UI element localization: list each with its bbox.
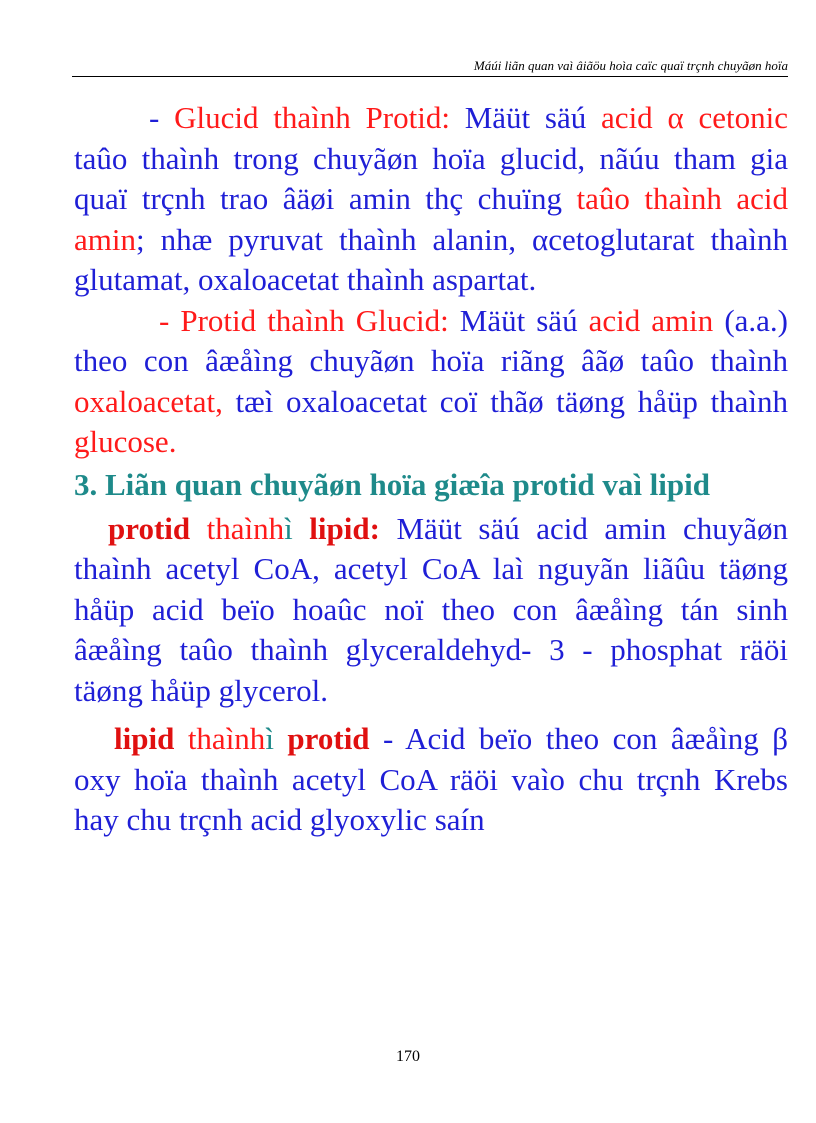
paragraph-protid-to-glucid [74, 301, 788, 463]
highlight-acid-cetonic: acid α cetonic [601, 100, 788, 135]
paragraph-glucid-to-protid [74, 98, 788, 301]
page-body [74, 98, 788, 841]
term-arrow-glyph: ì [265, 721, 274, 756]
text-run: (a.a.) theo con âæåìng chuyãøn hoïa riãng âãø taûo thaình [74, 302, 788, 378]
term-thainh: thaình [174, 721, 266, 756]
highlight-acid-amin: taûo thaình acid amin [74, 181, 788, 257]
text-run: - [149, 100, 175, 135]
subheading-protid-glucid: - Protid thaình Glucid: [159, 302, 449, 338]
text-run: Mäüt säú [449, 100, 602, 135]
text-run: taûo thaình trong chuyãøn hoïa glucid, nãúu tham gia quaï trçnh trao âäøi amin thç chuïng [74, 140, 788, 216]
term-protid: protid [108, 510, 191, 546]
subheading-glucid-protid: Glucid thaình Protid: [174, 100, 450, 135]
highlight-glucose: glucose. [74, 424, 177, 459]
term-arrow-glyph: ì [284, 510, 293, 546]
term-lipid: lipid [114, 721, 175, 756]
paragraph-protid-to-lipid [74, 509, 788, 712]
term-thainh: thaình [190, 510, 285, 546]
highlight-oxaloacetat: oxaloacetat, [74, 383, 223, 419]
term-lipid: lipid: [292, 510, 380, 546]
text-run: ; nhæ pyruvat thaình alanin, αcetoglutarat thaình glutamat, oxaloacetat thaình aspartat. [74, 221, 788, 297]
running-header: Máúi liãn quan vaì âiãöu hoìa caïc quaï trçnh chuyãøn hoïa [473, 58, 788, 73]
section-heading: 3. Liãn quan chuyãøn hoïa giæîa protid vaì lipid [74, 466, 710, 502]
text-run: tæì oxaloacetat coï thãø täøng håüp thaình [222, 383, 788, 419]
term-protid: protid [273, 721, 370, 756]
page-number: 170 [396, 1048, 420, 1065]
highlight-acid-amin: acid amin [588, 302, 714, 338]
paragraph-lipid-to-protid [74, 719, 788, 841]
text-run: - Acid beïo theo con âæåìng β oxy hoïa thaình acetyl CoA räöi vaìo chu trçnh Krebs hay chu trçnh acid glyoxylic saín [74, 721, 788, 837]
text-run: Mäüt säú acid amin chuyãøn thaình acetyl CoA, acetyl CoA laì nguyãn liãûu täøng håüp acid beïo hoaûc noï theo con âæåìng tán sinh âæåìng taûo thaình glyceraldehyd- 3 - phosphat räöi täøng håüp glycerol. [74, 510, 788, 708]
header-rule [72, 76, 788, 77]
text-run: Mäüt säú [448, 302, 589, 338]
